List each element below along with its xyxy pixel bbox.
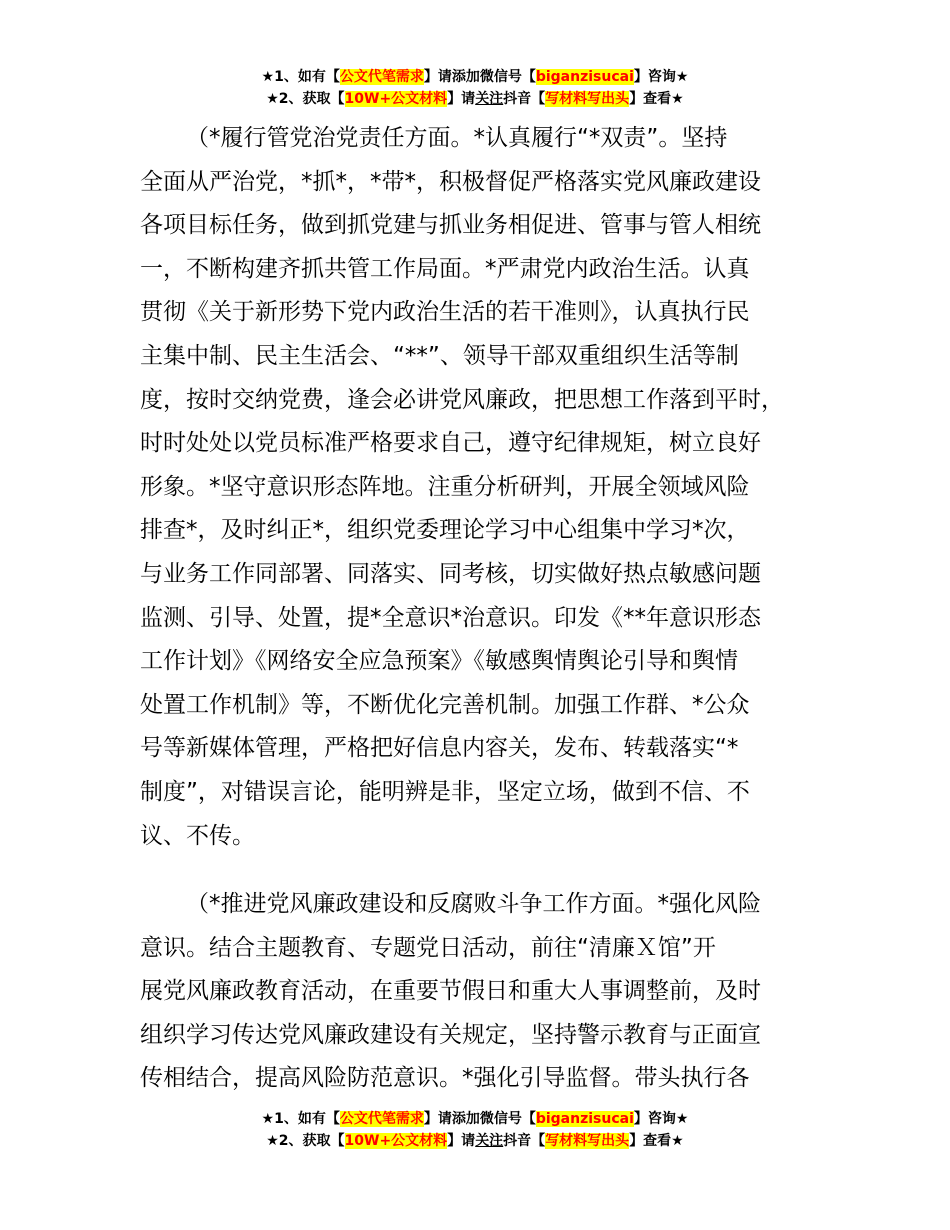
text-line: 全面从严治党，*抓*，*带*，积极督促严格落实党风廉政建设 xyxy=(140,168,761,195)
text-line: 传相结合，提高风险防范意识。*强化引导监督。带头执行各 xyxy=(140,1065,750,1092)
paragraph-gap xyxy=(140,858,840,883)
text-line: 工作计划》《网络安全应急预案》《敏感舆情舆论引导和舆情 xyxy=(140,648,738,675)
text-line: 一，不断构建齐抓共管工作局面。*严肃党内政治生活。认真 xyxy=(140,255,750,282)
paragraph-2 xyxy=(140,883,840,1101)
text-line: 意识。结合主题教育、专题党日活动，前往“清廉Ｘ馆”开 xyxy=(140,934,716,961)
highlight-materials: 10W+公文材料 xyxy=(344,1133,448,1149)
text-line: 组织学习传达党风廉政建设有关规定，坚持警示教育与正面宣 xyxy=(140,1021,761,1048)
header-line-1: ★1、如有【公文代笔需求】请添加微信号【biganzisucai】咨询★ xyxy=(261,69,689,85)
text-line: 与业务工作同部署、同落实、同考核，切实做好热点敏感问题 xyxy=(140,560,761,587)
text-line: 议、不传。 xyxy=(140,822,255,849)
text-line: 监测、引导、处置，提*全意识*治意识。印发《**年意识形态 xyxy=(140,604,761,631)
highlight-account: 写材料写出头 xyxy=(545,1133,630,1149)
text-line: 主集中制、民主生活会、“**”、领导干部双重组织生活等制 xyxy=(140,342,739,369)
highlight-service: 公文代笔需求 xyxy=(339,1111,424,1127)
header-banner xyxy=(0,66,950,110)
highlight-wechat-id: biganzisucai xyxy=(535,69,634,85)
text-line: 形象。*坚守意识形态阵地。注重分析研判，开展全领域风险 xyxy=(140,473,750,500)
text-line: 排查*，及时纠正*，组织党委理论学习中心组集中学习*次， xyxy=(140,517,750,544)
footer-line-1: ★1、如有【公文代笔需求】请添加微信号【biganzisucai】咨询★ xyxy=(261,1111,689,1127)
text-line: 号等新媒体管理，严格把好信息内容关，发布、转载落实“* xyxy=(140,735,739,762)
text-line: （*履行管党治党责任方面。*认真履行“*双责”。坚持 xyxy=(186,125,728,151)
underlined-follow: 关注 xyxy=(475,1133,504,1149)
highlight-materials: 10W+公文材料 xyxy=(344,91,448,107)
text-line: 度，按时交纳党费，逢会必讲党风廉政，把思想工作落到平时， xyxy=(140,386,784,413)
underlined-follow: 关注 xyxy=(475,91,504,107)
highlight-wechat-id: biganzisucai xyxy=(535,1111,634,1127)
text-line: 时时处处以党员标准严格要求自己，遵守纪律规矩，树立良好 xyxy=(140,430,761,457)
footer-banner xyxy=(0,1108,950,1152)
text-line: （*推进党风廉政建设和反腐败斗争工作方面。*强化风险 xyxy=(186,891,761,918)
text-line: 各项目标任务，做到抓党建与抓业务相促进、管事与管人相统 xyxy=(140,212,761,239)
text-line: 处置工作机制》等，不断优化完善机制。加强工作群、*公众 xyxy=(140,691,750,718)
paragraph-1 xyxy=(140,117,840,858)
highlight-account: 写材料写出头 xyxy=(545,91,630,107)
footer-line-2: ★2、获取【10W+公文材料】请关注抖音【写材料写出头】查看★ xyxy=(266,1133,684,1149)
text-line: 展党风廉政教育活动，在重要节假日和重大人事调整前，及时 xyxy=(140,978,761,1005)
document-body xyxy=(140,117,840,1101)
text-line: 制度”，对错误言论，能明辨是非，坚定立场，做到不信、不 xyxy=(140,778,750,805)
highlight-service: 公文代笔需求 xyxy=(339,69,424,85)
text-line: 贯彻《关于新形势下党内政治生活的若干准则》，认真执行民 xyxy=(140,299,750,326)
header-line-2: ★2、获取【10W+公文材料】请关注抖音【写材料写出头】查看★ xyxy=(266,91,684,107)
